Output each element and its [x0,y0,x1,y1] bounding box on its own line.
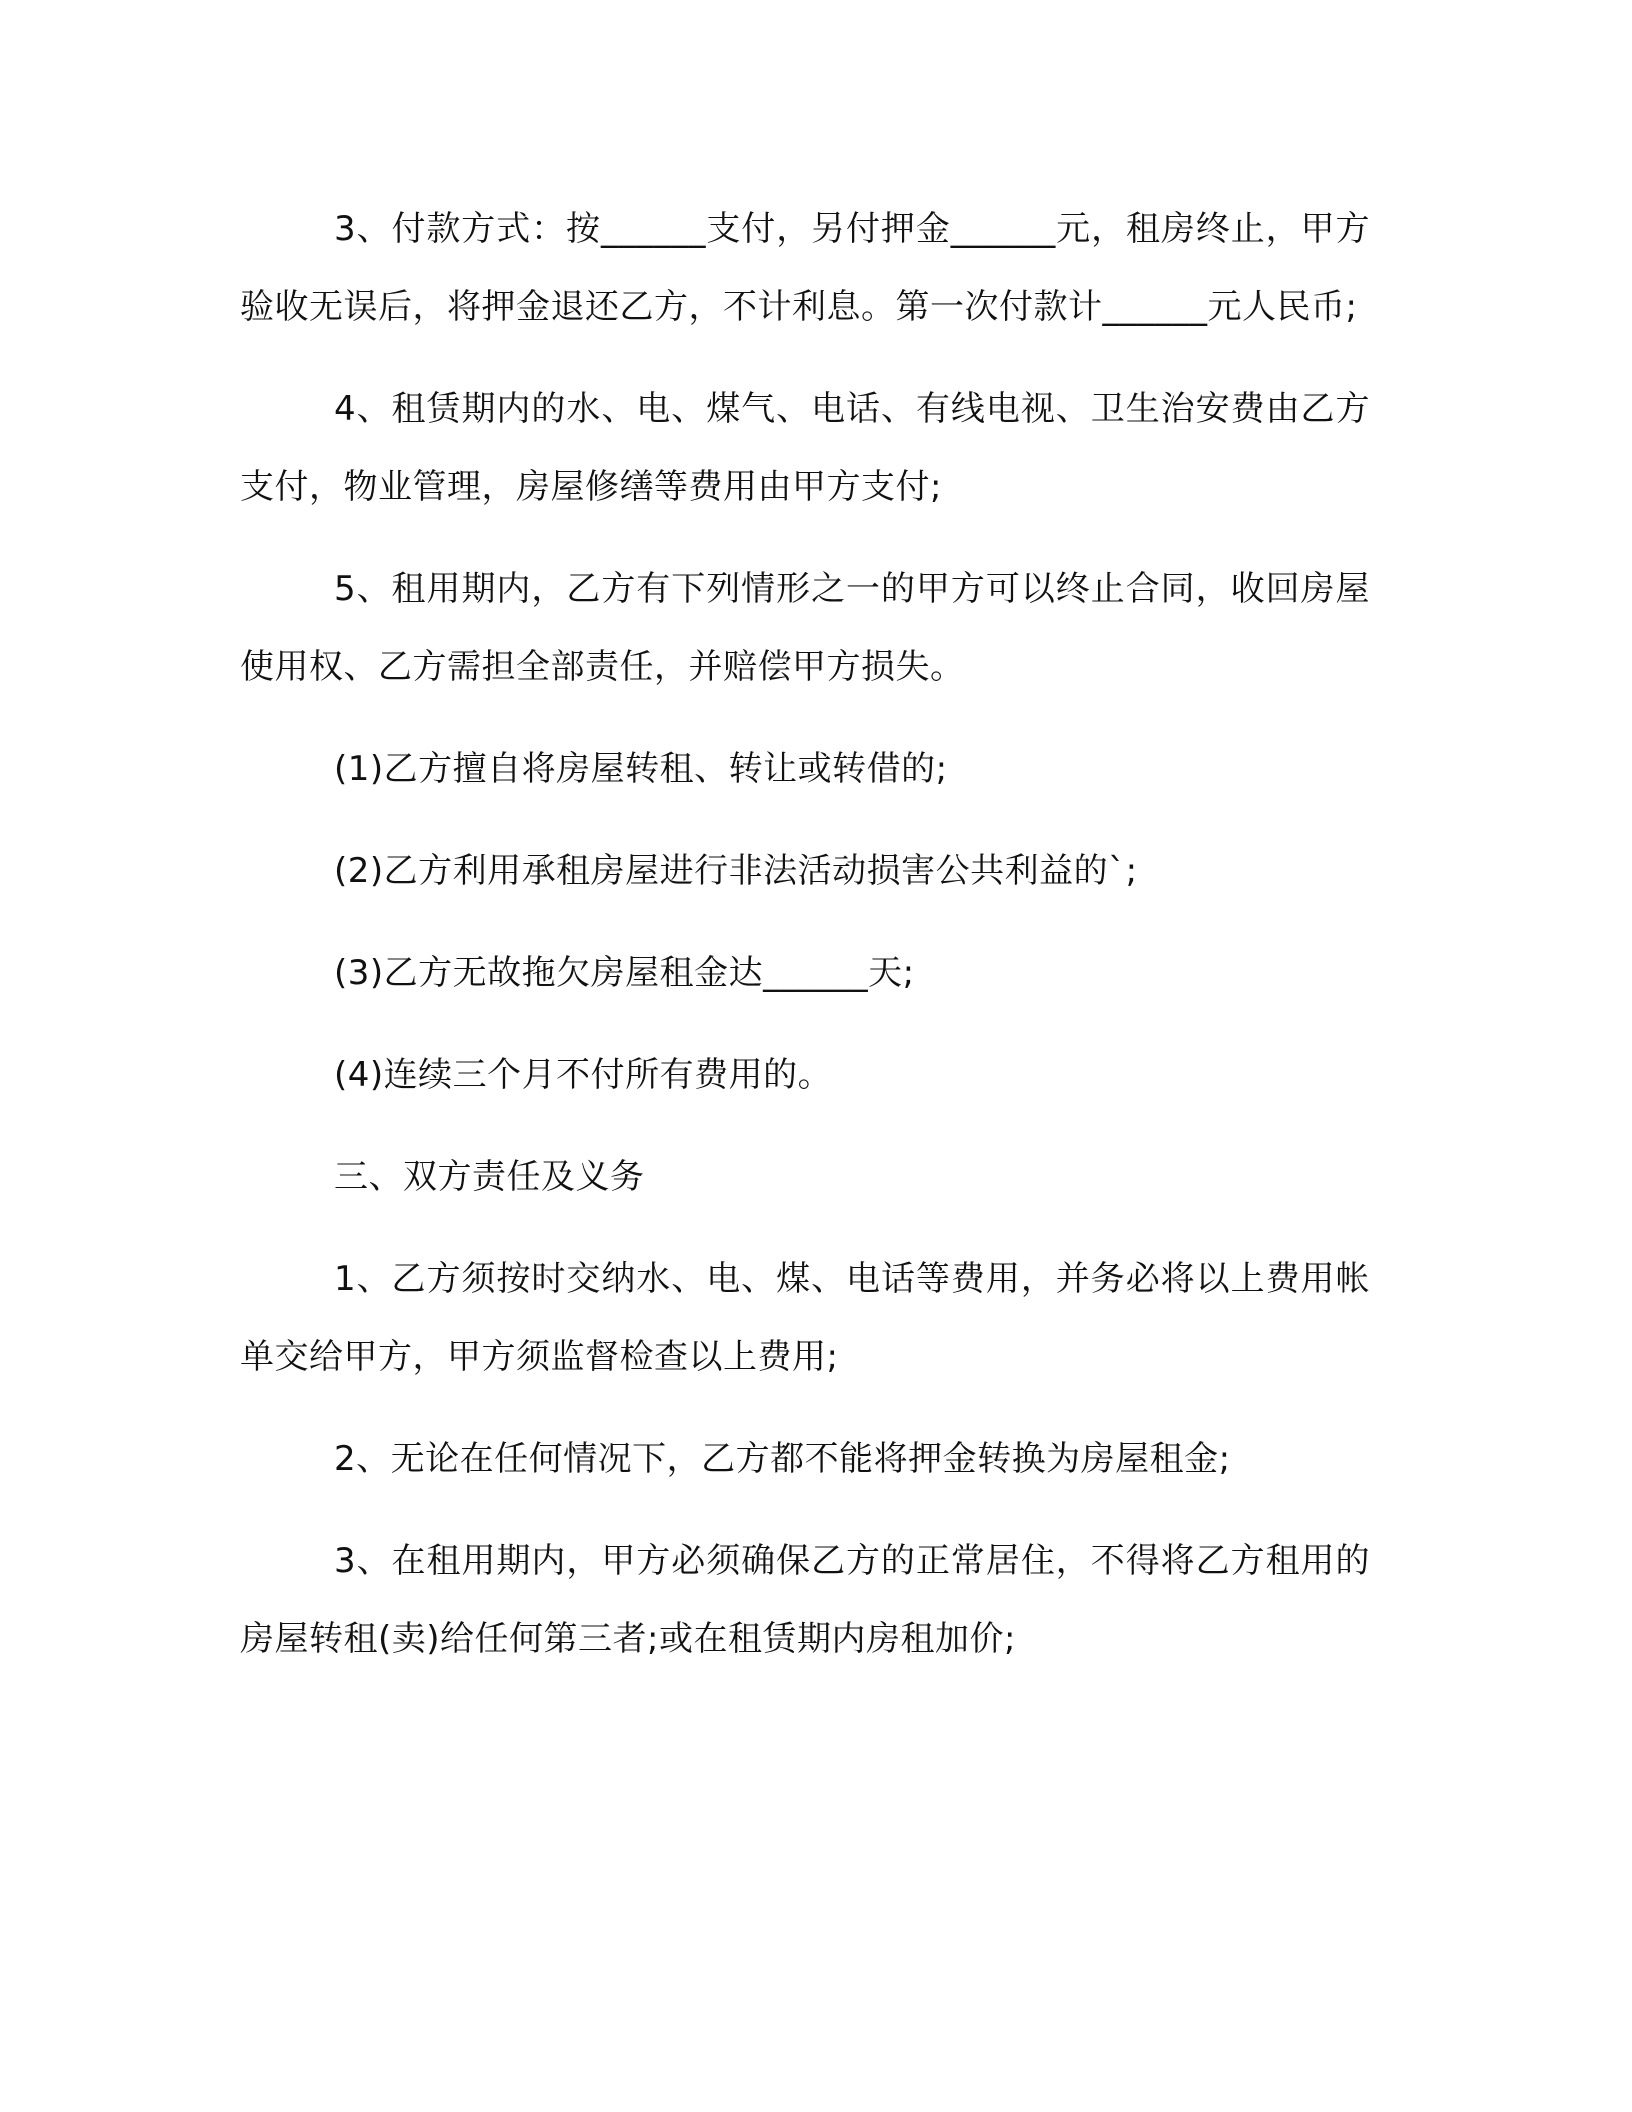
duty-landlord-guarantee: 3、在租用期内，甲方必须确保乙方的正常居住，不得将乙方租用的房屋转租(卖)给任何第三者;或在租赁期内房租加价; [240,1541,1370,1659]
document-body [240,190,1370,1702]
duty-pay-utilities: 1、乙方须按时交纳水、电、煤、电话等费用，并务必将以上费用帐单交给甲方，甲方须监督检查以上费用; [240,1259,1370,1377]
condition-rent-arrears: (3)乙方无故拖欠房屋租金达______天; [334,953,915,993]
condition-sublease: (1)乙方擅自将房屋转租、转让或转借的; [334,749,948,789]
condition-unpaid-fees: (4)连续三个月不付所有费用的。 [334,1055,833,1095]
clause-payment-method: 3、付款方式：按______支付，另付押金______元，租房终止，甲方验收无误后，将押金退还乙方，不计利息。第一次付款计______元人民币; [240,209,1370,327]
section-heading-responsibilities: 三、双方责任及义务 [334,1157,645,1197]
condition-illegal-activity: (2)乙方利用承租房屋进行非法活动损害公共利益的`; [334,851,1138,891]
duty-deposit-not-rent: 2、无论在任何情况下，乙方都不能将押金转换为房屋租金; [334,1439,1231,1479]
clause-utility-fees: 4、租赁期内的水、电、煤气、电话、有线电视、卫生治安费由乙方支付，物业管理，房屋修缮等费用由甲方支付; [240,389,1370,507]
clause-termination-conditions: 5、租用期内，乙方有下列情形之一的甲方可以终止合同，收回房屋使用权、乙方需担全部责任，并赔偿甲方损失。 [240,569,1370,687]
